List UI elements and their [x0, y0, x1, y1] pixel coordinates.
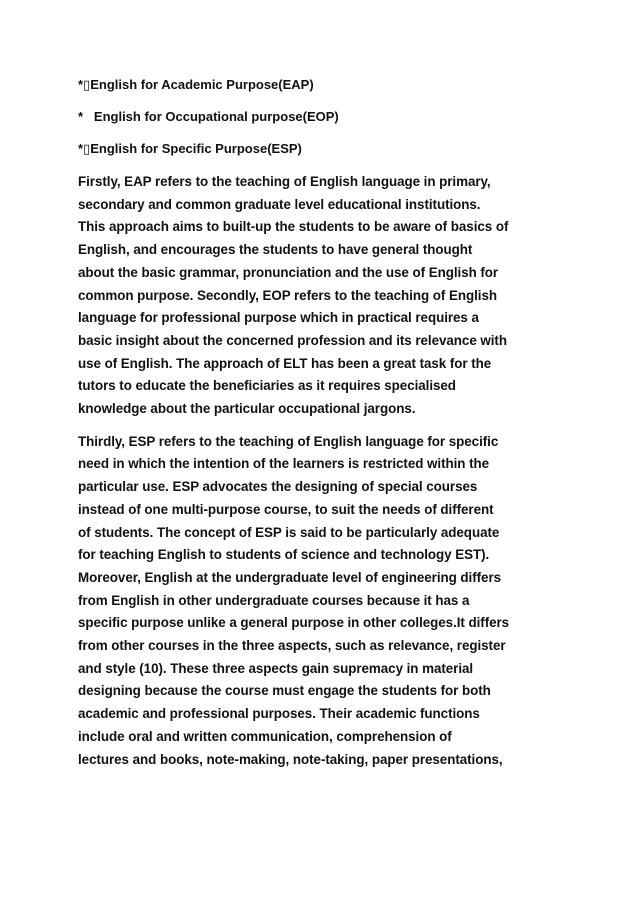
text-line: secondary and common graduate level educational institutions. [78, 196, 481, 212]
text-line: Moreover, English at the undergraduate level of engineering differs [78, 569, 502, 585]
list-item-esp [78, 139, 578, 159]
text-line: particular use. ESP advocates the designing of special courses [78, 479, 478, 495]
text-line: basic insight about the concerned profession and its relevance with [78, 332, 507, 348]
text-line: academic and professional purposes. Their academic functions [78, 706, 480, 722]
text-line: English, and encourages the students to have general thought [78, 242, 473, 258]
text-line: designing because the course must engage the students for both [78, 683, 491, 699]
text-line: use of English. The approach of ELT has been a great task for the [78, 355, 492, 371]
text-line: include oral and written communication, comprehension of [78, 728, 452, 744]
document-body [78, 75, 578, 771]
text-line: from English in other undergraduate courses because it has a [78, 592, 470, 608]
list-item-text: English for Occupational purpose(EOP) [93, 109, 339, 124]
text-line: tutors to educate the beneficiaries as it requires specialised [78, 378, 456, 394]
paragraph-eap-eop [78, 171, 578, 421]
text-line: about the basic grammar, pronunciation and the use of English for [78, 264, 499, 280]
paragraph-esp [78, 431, 578, 772]
text-line: and style (10). These three aspects gain supremacy in material [78, 660, 474, 676]
text-line: language for professional purpose which in practical requires a [78, 310, 479, 326]
list-item-text: English for Academic Purpose(EAP) [90, 77, 314, 92]
text-line: of students. The concept of ESP is said to be particularly adequate [78, 524, 500, 540]
list-item-eap [78, 75, 578, 95]
text-line: common purpose. Secondly, EOP refers to the teaching of English [78, 287, 497, 303]
list-bullet: *▯ [78, 77, 91, 92]
text-line: specific purpose unlike a general purpose in other colleges.It differs [78, 615, 510, 631]
list-item-text: English for Specific Purpose(ESP) [90, 141, 302, 156]
text-line: instead of one multi-purpose course, to suit the needs of different [78, 501, 494, 517]
list-bullet: *▯ [78, 141, 91, 156]
list-bullet: * [78, 109, 94, 124]
text-line: Thirdly, ESP refers to the teaching of English language for specific [78, 433, 499, 449]
text-line: for teaching English to students of science and technology EST). [78, 547, 490, 563]
text-line: knowledge about the particular occupational jargons. [78, 401, 416, 417]
list-item-eop [78, 107, 578, 127]
text-line: from other courses in the three aspects, such as relevance, register [78, 638, 506, 654]
text-line: lectures and books, note-making, note-taking, paper presentations, [78, 751, 503, 767]
text-line: need in which the intention of the learners is restricted within the [78, 456, 490, 472]
text-line: This approach aims to built-up the students to be aware of basics of [78, 219, 509, 235]
text-line: Firstly, EAP refers to the teaching of English language in primary, [78, 174, 491, 189]
